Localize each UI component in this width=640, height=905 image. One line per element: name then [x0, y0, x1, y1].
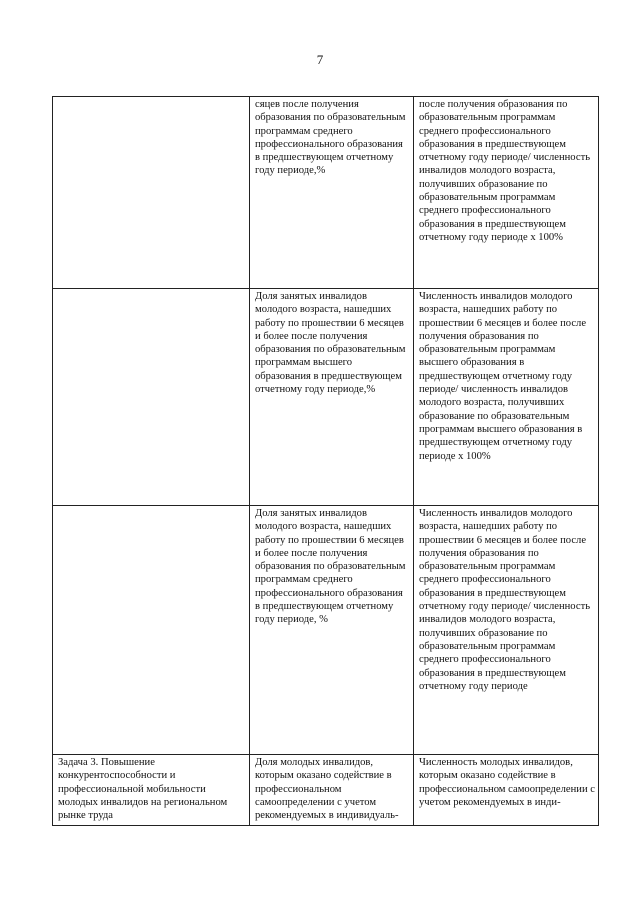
indicator-cell: Доля занятых инвалидов молодого возраста, нашедших работу по прошествии 6 месяцев и более после получения образования по образовательным программам высшего образования в предшествующем отчетному году периоде,%	[250, 289, 414, 506]
table-row	[53, 97, 599, 289]
formula-cell: Численность инвалидов молодого возраста, нашедших работу по прошествии 6 месяцев и более после получения образования по образовательным программам среднего профессионального образования в предшествующем отчетному году периоде/ численность инвалидов молодого возраста, получивших образование по образовательным программам среднего профессионального образования в предшествующем отчетному году периоде	[414, 506, 599, 755]
formula-cell: после получения образования по образовательным программам среднего профессионального образования в предшествующем отчетному году периоде/ численность инвалидов молодого возраста, получивших образование по образовательным программам среднего профессионального образования в предшествующем отчетному году периоде х 100%	[414, 97, 599, 289]
indicator-cell: Доля молодых инвалидов, которым оказано содействие в профессиональном самоопределении с учетом рекомендуемых в индивидуаль-	[250, 755, 414, 826]
formula-cell: Численность молодых инвалидов, которым оказано содействие в профессиональном самоопределении с учетом рекомендуемых в инди-	[414, 755, 599, 826]
table-row	[53, 755, 599, 826]
table-row	[53, 289, 599, 506]
task-cell: Задача 3. Повышение конкурентоспособности и профессиональной мобильности молодых инвалидов на региональном рынке труда	[53, 755, 250, 826]
indicators-table	[52, 96, 599, 826]
indicator-cell: Доля занятых инвалидов молодого возраста, нашедших работу по прошествии 6 месяцев и более после получения образования по образовательным программам среднего профессионального образования в предшествующем отчетному году периоде, %	[250, 506, 414, 755]
task-cell	[53, 289, 250, 506]
task-cell	[53, 506, 250, 755]
formula-cell: Численность инвалидов молодого возраста, нашедших работу по прошествии 6 месяцев и более после получения образования по образовательным программам высшего образования в предшествующем отчетному году периоде/ численность инвалидов молодого возраста, получивших образование по образовательным программам высшего образования в предшествующем отчетному году периоде х 100%	[414, 289, 599, 506]
table-row	[53, 506, 599, 755]
task-cell	[53, 97, 250, 289]
page-number: 7	[316, 52, 324, 67]
indicator-cell: сяцев после получения образования по образовательным программам среднего профессионального образования в предшествующем отчетному году периоде,%	[250, 97, 414, 289]
